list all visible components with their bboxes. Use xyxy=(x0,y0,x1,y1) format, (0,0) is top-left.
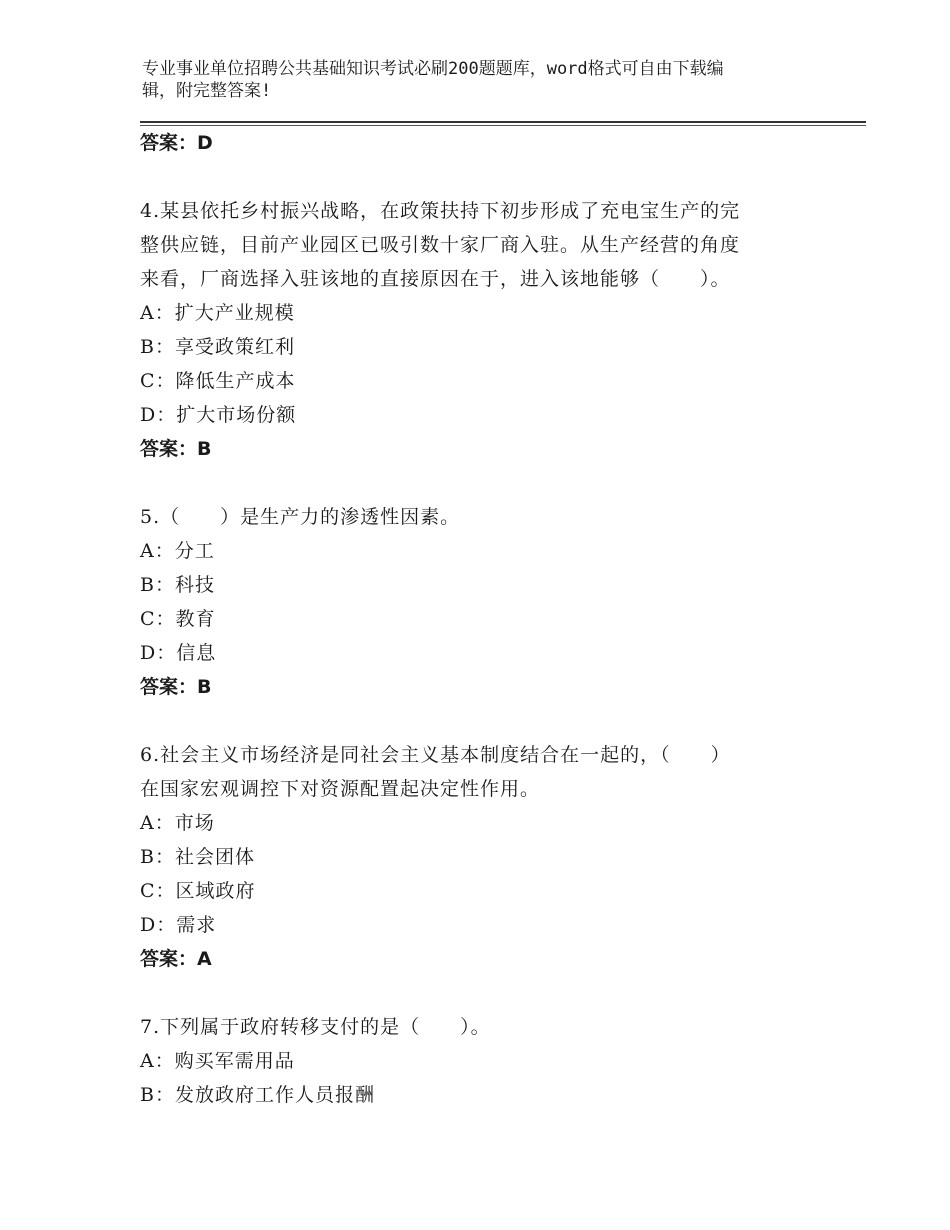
header-divider xyxy=(140,121,866,123)
option-a: A：购买军需用品 xyxy=(140,1050,295,1072)
header-line-2: 辑，附完整答案! xyxy=(142,81,272,101)
option-c: C：降低生产成本 xyxy=(140,370,296,392)
option-c: C：教育 xyxy=(140,608,216,630)
option-b: B：发放政府工作人员报酬 xyxy=(140,1084,375,1106)
spacer xyxy=(140,466,820,500)
question-text: 在国家宏观调控下对资源配置起决定性作用。 xyxy=(140,778,541,800)
question-6 xyxy=(140,738,820,976)
question-text: 来看，厂商选择入驻该地的直接原因在于，进入该地能够（ ）。 xyxy=(140,268,731,290)
document-header xyxy=(142,58,792,102)
option-d: D：扩大市场份额 xyxy=(140,404,297,426)
spacer xyxy=(140,976,820,1010)
question-5 xyxy=(140,500,820,704)
document-body xyxy=(140,126,820,1112)
spacer xyxy=(140,160,820,194)
question-text: 6.社会主义市场经济是同社会主义基本制度结合在一起的，（ ） xyxy=(140,744,731,766)
question-text: 5.（ ）是生产力的渗透性因素。 xyxy=(140,506,461,528)
option-b: B：享受政策红利 xyxy=(140,336,295,358)
question-4 xyxy=(140,194,820,466)
question-7 xyxy=(140,1010,820,1112)
option-a: A：分工 xyxy=(140,540,215,562)
question-text: 整供应链，目前产业园区已吸引数十家厂商入驻。从生产经营的角度 xyxy=(140,234,741,256)
question-text: 4.某县依托乡村振兴战略，在政策扶持下初步形成了充电宝生产的完 xyxy=(140,200,741,222)
option-a: A：市场 xyxy=(140,812,215,834)
option-a: A：扩大产业规模 xyxy=(140,302,295,324)
option-d: D：需求 xyxy=(140,914,217,936)
answer-label: 答案：B xyxy=(140,438,212,460)
question-text: 7.下列属于政府转移支付的是（ ）。 xyxy=(140,1016,491,1038)
header-line-1: 专业事业单位招聘公共基础知识考试必刷200题题库，word格式可自由下载编 xyxy=(142,59,724,79)
option-d: D：信息 xyxy=(140,642,217,664)
answer-label: 答案：A xyxy=(140,948,212,970)
option-b: B：科技 xyxy=(140,574,215,596)
answer-label: 答案：D xyxy=(140,132,213,154)
answer-label: 答案：B xyxy=(140,676,212,698)
spacer xyxy=(140,704,820,738)
option-c: C：区域政府 xyxy=(140,880,256,902)
option-b: B：社会团体 xyxy=(140,846,255,868)
